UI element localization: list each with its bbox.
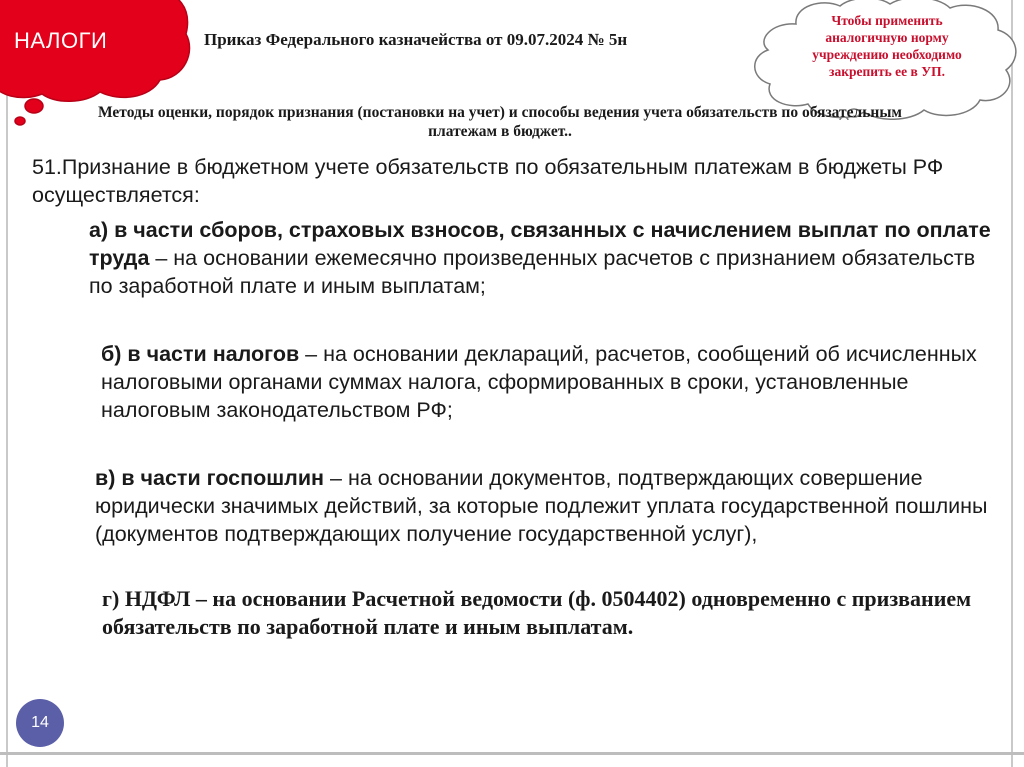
clause-a-text: – на основании ежемесячно произведенных расчетов с признанием обязательств по заработной плате и иным выплатам;: [89, 246, 976, 298]
document-title: Приказ Федерального казначейства от 09.07.2024 № 5н: [204, 30, 628, 49]
document-subtitle: Методы оценки, порядок признания (постановки на учет) и способы ведения учета обязательств по обязательным платежам в бюджет..: [97, 104, 902, 140]
document-body: [32, 153, 992, 641]
clause-a-heading: а) в части сборов, страховых взносов, связанных с начислением выплат по оплате труда: [89, 218, 991, 270]
clause-b-heading: б) в части налогов: [101, 342, 300, 366]
clause-v-heading: в) в части госпошлин: [95, 466, 325, 490]
clause-b: [32, 340, 992, 424]
clause-g: [32, 585, 992, 641]
taxes-badge-label: НАЛОГИ: [14, 28, 108, 53]
page-number-badge: 14: [16, 699, 64, 747]
clause-b-text: – на основании деклараций, расчетов, сообщений об исчисленных налоговыми органами суммах налога, сформированных в сроки, установленные налоговым законодательством РФ;: [101, 342, 977, 422]
clause-g-heading: г) НДФЛ – на основании Расчетной ведомости (ф. 0504402) одновременно с призванием обязательств по заработной плате и иным выплатам.: [102, 586, 972, 639]
frame-bottom-line: [0, 752, 1024, 755]
clause-a: [32, 216, 992, 300]
intro-paragraph: 51.Признание в бюджетном учете обязательств по обязательным платежам в бюджеты РФ осуществляется:: [32, 155, 944, 207]
note-text: Чтобы применить аналогичную норму учреждению необходимо закрепить ее в УП.: [812, 13, 962, 79]
clause-v: [32, 464, 992, 548]
clause-v-text: – на основании документов, подтверждающих совершение юридически значимых действий, за которые подлежит уплата государственной пошлины (документов подтверждающих получение государственной услуг),: [95, 466, 988, 546]
